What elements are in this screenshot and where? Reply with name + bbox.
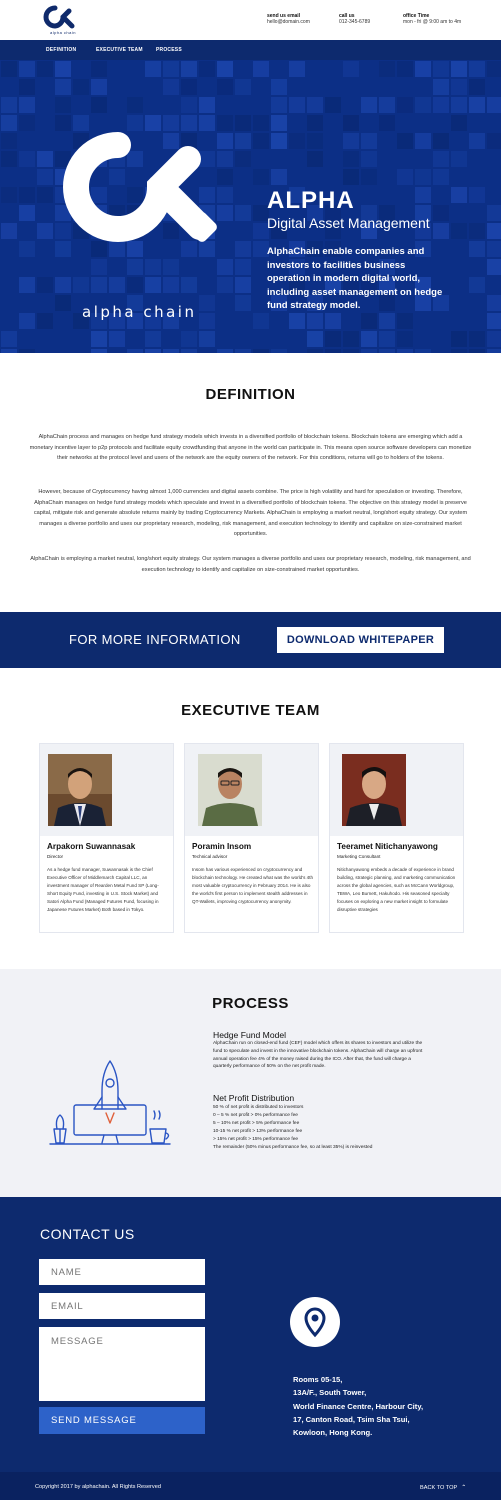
office-info	[403, 13, 461, 25]
photo-area	[185, 744, 318, 836]
copyright-text: Copyright 2017 by alphachain. All Rights Reserved	[35, 1484, 161, 1490]
member-name: Teeramet Nitichanyawong	[337, 842, 438, 851]
definition-paragraph-2: However, because of Cryptocurrency having almost 1,000 currencies and digital assets combine. The price is high volatility and hard for speculation or investing. Therefore, AlphaChain manages on hedge fund strategy models which speculate and invest in a diversified portfolio of blockchain tokens. The objective on this strategy model is preserve capital, mitigate risk and generate absolute returns mainly by trading Cryptocurrency Markets. AlphaChain is employing a market neutral, long/short equity strategy. Our system manages a diverse portfolio and uses our proprietary research, modeling, risk management, and execution technology to identify and capitalize on size-constrained market opportunities.	[33, 489, 468, 537]
member-name: Arpakorn Suwannasak	[47, 842, 136, 851]
phone-info	[339, 13, 370, 25]
hero-banner	[0, 60, 501, 353]
contact-title: CONTACT US	[40, 1226, 135, 1242]
team-card	[39, 743, 174, 933]
hero-alpha-logo-icon	[60, 127, 225, 277]
nav-item-executive-team[interactable]: EXECUTIVE TEAM	[96, 47, 143, 53]
photo-area	[40, 744, 173, 836]
call-value[interactable]: 012-345-6789	[339, 19, 371, 25]
hero-subtitle: Digital Asset Management	[267, 215, 430, 231]
team-title: EXECUTIVE TEAM	[181, 702, 320, 719]
name-field[interactable]	[39, 1259, 205, 1285]
nav-item-definition[interactable]: DEFINITION	[46, 47, 77, 53]
back-to-top-label: BACK TO TOP	[420, 1485, 458, 1491]
alpha-chain-logo[interactable]	[41, 4, 85, 36]
chevron-up-icon: ⌃	[461, 1485, 467, 1491]
email-value[interactable]: hello@domain.com	[267, 19, 310, 25]
profit-distribution-title: Net Profit Distribution	[213, 1093, 295, 1103]
address-line: 13A/F., South Tower,	[293, 1388, 367, 1398]
download-whitepaper-button[interactable]: DOWNLOAD WHITEPAPER	[277, 627, 444, 653]
definition-paragraph-1: AlphaChain process and manages on hedge fund strategy models which invests in a diversified portfolio of blockchain tokens. Blockchain tokens are emerging which add a monetary incentive layer to p2p protocols and facilitate equity crowdfunding that anyone in the world can participate in. This means open source software developers can monetize their networks at the protocol level and users of the network are the equity owners of the network. For this conditions, returns will go to holders of the tokens.	[29, 434, 472, 461]
member-bio: As a hedge fund manager, Suwannasak is the Chief Executive Officer of Middlemarch Capital LLC, an investment manager of Rearden Metal Fund SP (Long-Short Equity Fund, investing in U.S. Stock Market) and Satori Alpha Fund (Managed Futures Fund, focusing in Japanese Futures Market) Both based in Tokyo.	[47, 867, 159, 912]
info-cta-band	[0, 612, 501, 668]
rocket-launch-illustration	[46, 1055, 174, 1150]
hero-logo-tagline: alpha chain	[82, 303, 197, 321]
process-section	[0, 969, 501, 1197]
address-line: World Finance Centre, Harbour City,	[293, 1401, 424, 1411]
address-line: Kowloon, Hong Kong.	[293, 1428, 373, 1438]
office-address	[293, 1373, 463, 1439]
hedge-fund-title: Hedge Fund Model	[213, 1030, 287, 1040]
hero-description: AlphaChain enable companies and investors to facilities business operation in modern digital world, including asset management on hedge fund strategy model.	[267, 246, 443, 311]
back-to-top-link[interactable]	[420, 1484, 466, 1491]
member-role: Marketing Consultant	[337, 854, 381, 859]
message-field[interactable]	[39, 1327, 205, 1401]
member-bio: Insom has various experienced on cryptocurrency and blockchain technology. He created what was the world's 4th most valuable cryptocurrency in February 2014. He is also the world's first person to implement stealth addresses in QT-Wallets, improving cryptocurrency anonymity.	[192, 867, 314, 904]
location-pin-icon	[290, 1297, 340, 1347]
nav-item-process[interactable]: PROCESS	[156, 47, 182, 53]
contact-section	[0, 1197, 501, 1472]
member-role: Technical advisor	[192, 854, 228, 859]
member-photo	[342, 754, 406, 826]
team-card	[329, 743, 464, 933]
member-name: Poramin Insom	[192, 842, 252, 851]
profit-line: 0 – 5 % net profit > 0% performance fee	[213, 1113, 298, 1118]
send-message-button[interactable]: SEND MESSAGE	[39, 1407, 205, 1434]
email-info	[267, 13, 310, 25]
team-card	[184, 743, 319, 933]
call-label: call us	[339, 13, 355, 19]
site-header	[0, 0, 501, 40]
email-field[interactable]	[39, 1293, 205, 1319]
address-line: Rooms 05-15,	[293, 1375, 343, 1384]
hero-title: ALPHA	[267, 187, 355, 214]
cta-text: FOR MORE INFORMATION	[69, 632, 241, 647]
profit-line: The remainder (50% minus performance fee, so at least 35%) is reinvested	[213, 1145, 373, 1150]
member-photo	[198, 754, 262, 826]
office-value: mon - fri @ 9:00 am to 4m	[403, 19, 462, 25]
email-label: send us email	[267, 13, 301, 19]
process-title: PROCESS	[212, 995, 289, 1012]
main-nav	[0, 40, 501, 60]
logo-tagline: alpha chain	[50, 30, 76, 35]
profit-line: 5 – 10% net profit > 5% performance fee	[213, 1121, 300, 1126]
hedge-fund-text: AlphaChain run on closed-end fund (CEF) model which offers its shares to investors and utilize the fund to speculate and invest in the innovative blockchain tokens. AlphaChain will charge an upfront annual operation fee 4% of the money raised during the ICO. After that, the fund will charge a quarterly performance of 50% on the net profit made.	[213, 1041, 423, 1070]
alpha-logo-icon	[41, 4, 85, 30]
photo-area	[330, 744, 463, 836]
definition-paragraph-3: AlphaChain is employing a market neutral, long/short equity strategy. Our system manages a diverse portfolio and uses our proprietary research, modeling, risk management, and execution technology to identify and capitalize on size-constrained market opportunities.	[30, 556, 471, 573]
profit-line: 10-15 % net profit > 13% performance fee	[213, 1129, 303, 1134]
site-footer	[0, 1472, 501, 1500]
member-role: Director	[47, 854, 64, 859]
address-line: 17, Canton Road, Tsim Sha Tsui,	[293, 1414, 410, 1424]
profit-line: 50 % of net profit is distributed to investors	[213, 1105, 304, 1110]
member-photo	[48, 754, 112, 826]
office-label: office Time	[403, 13, 430, 19]
profit-line: > 15% net profit > 15% performance fee	[213, 1137, 299, 1142]
definition-title: DEFINITION	[205, 386, 296, 403]
member-bio: Nitichanyawong embeds a decade of experience in brand building, strategic planning, and marketing communication across the global agencies, such as McCann Worldgroup, TBWA, Leo Burnett, Hakuhodo. His seasoned specialty focuses on exploring a new market insight to formulate disruptive strategies	[337, 867, 456, 912]
